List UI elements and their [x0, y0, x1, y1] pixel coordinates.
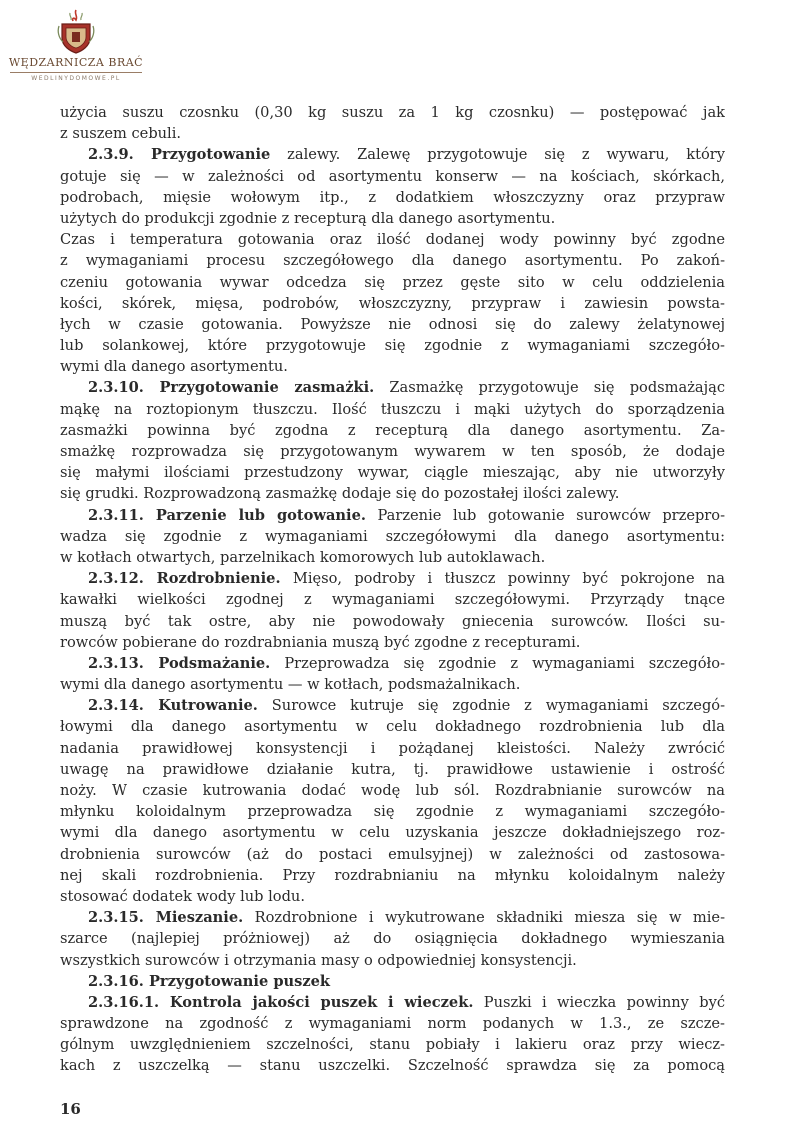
line-text: wymi dla danego asortymentu — w kotłach, podsmażalnikach.: [60, 676, 521, 694]
line-text: się grudki. Rozprowadzoną zasmażkę dodaje się do pozostałej ilości zalewy.: [60, 485, 620, 503]
text-line: [60, 589, 725, 610]
logo-brand-name: WĘDZARNICZA BRAĆ: [8, 56, 144, 69]
section-line: [60, 377, 725, 398]
text-line: [60, 759, 725, 780]
text-line: [60, 1055, 725, 1076]
line-text: zalewy. Zalewę przygotowuje się z wywaru, który: [270, 146, 725, 164]
section-line: [60, 971, 725, 992]
text-line: [60, 293, 725, 314]
document-page: [60, 102, 725, 1077]
section-line: [60, 992, 725, 1013]
text-line: [60, 314, 725, 335]
text-line: [60, 399, 725, 420]
section-heading: 2.3.14. Kutrowanie.: [88, 697, 258, 715]
line-text: w kotłach otwartych, parzelnikach komorowych lub autoklawach.: [60, 548, 546, 566]
line-text: Czas i temperatura gotowania oraz ilość dodanej wody powinny być zgodne: [60, 231, 725, 249]
section-heading: 2.3.12. Rozdrobnienie.: [88, 570, 281, 588]
section-heading: 2.3.13. Podsmażanie.: [88, 654, 271, 672]
text-line: [60, 611, 725, 632]
text-line: [60, 229, 725, 250]
text-line: [60, 547, 725, 568]
line-text: Przeprowadza się zgodnie z wymaganiami szczegóło-: [270, 654, 725, 672]
text-line: [60, 272, 725, 293]
line-text: się małymi ilościami przestudzony wywar, ciągle mieszając, aby nie utworzyły: [60, 464, 725, 482]
text-line: [60, 801, 725, 822]
line-text: wymi dla danego asortymentu.: [60, 358, 288, 376]
logo-divider: [10, 72, 142, 73]
line-text: stosować dodatek wody lub lodu.: [60, 887, 305, 905]
text-line: [60, 865, 725, 886]
text-line: [60, 335, 725, 356]
line-text: lub solankowej, które przygotowuje się zgodnie z wymaganiami szczegóło-: [60, 337, 725, 355]
line-text: kach z uszczelką — stanu uszczelki. Szczelność sprawdza się za pomocą: [60, 1057, 725, 1075]
section-line: [60, 695, 725, 716]
line-text: sprawdzone na zgodność z wymaganiami norm podanych w 1.3., ze szcze-: [60, 1015, 725, 1033]
line-text: zasmażki powinna być zgodna z recepturą dla danego asortymentu. Za-: [60, 421, 725, 439]
line-text: Parzenie lub gotowanie surowców przepro-: [365, 506, 725, 524]
text-line: [60, 441, 725, 462]
line-text: podrobach, mięsie wołowym itp., z dodatkiem włoszczyzny oraz przypraw: [60, 188, 725, 206]
line-text: gólnym uwzględnieniem szczelności, stanu pobiały i lakieru oraz przy wiecz-: [60, 1036, 725, 1054]
line-text: nadania prawidłowej konsystencji i pożądanej kleistości. Należy zwrócić: [60, 739, 725, 757]
section-heading: 2.3.15. Mieszanie.: [88, 909, 244, 927]
logo-url: WEDLINYDOMOWE.PL: [31, 75, 121, 82]
section-heading: 2.3.11. Parzenie lub gotowanie.: [88, 506, 366, 524]
line-text: użycia suszu czosnku (0,30 kg suszu za 1 kg czosnku) — postępować jak: [60, 104, 725, 121]
line-text: nej skali rozdrobnienia. Przy rozdrabnianiu na młynku koloidalnym należy: [60, 866, 725, 884]
line-text: rowców pobierane do rozdrabniania muszą być zgodne z recepturami.: [60, 633, 581, 651]
line-text: Mięso, podroby i tłuszcz powinny być pokrojone na: [280, 570, 725, 588]
text-line: [60, 822, 725, 843]
section-line: [60, 505, 725, 526]
page-number: 16: [60, 1100, 81, 1118]
line-text: kawałki wielkości zgodnej z wymaganiami szczegółowymi. Przyrządy tnące: [60, 591, 725, 609]
line-text: muszą być tak ostre, aby nie powodowały gniecenia surowców. Ilości su-: [60, 612, 725, 630]
text-line: [60, 356, 725, 377]
line-text: gotuje się — w zależności od asortymentu konserw — na kościach, skórkach,: [60, 167, 725, 185]
smokehouse-emblem-icon: [54, 8, 98, 54]
line-text: kości, skórek, mięsa, podrobów, włoszczyzny, przypraw i zawiesin powsta-: [60, 294, 725, 312]
section-heading: 2.3.10. Przygotowanie zasmażki.: [88, 379, 375, 397]
text-line: [60, 208, 725, 229]
line-text: czeniu gotowania wywar odcedza się przez gęste sito w celu oddzielenia: [60, 273, 725, 291]
line-text: z suszem cebuli.: [60, 125, 182, 143]
section-heading: 2.3.16. Przygotowanie puszek: [88, 972, 331, 990]
line-text: szarce (najlepiej próżniowej) aż do osiągnięcia dokładnego wymieszania: [60, 930, 725, 948]
line-text: młynku koloidalnym przeprowadza się zgodnie z wymaganiami szczegóło-: [60, 803, 725, 821]
text-line: [60, 886, 725, 907]
line-text: uwagę na prawidłowe działanie kutra, tj. prawidłowe ustawienie i ostrość: [60, 760, 725, 778]
text-line: [60, 123, 725, 144]
line-text: wadza się zgodnie z wymaganiami szczegółowymi dla danego asortymentu:: [60, 527, 725, 545]
text-line: [60, 187, 725, 208]
line-text: z wymaganiami procesu szczegółowego dla danego asortymentu. Po zakoń-: [60, 252, 725, 270]
text-line: [60, 780, 725, 801]
text-line: [60, 844, 725, 865]
section-line: [60, 568, 725, 589]
line-text: Zasmażkę przygotowuje się podsmażając: [374, 379, 725, 397]
text-line: [60, 716, 725, 737]
site-logo: [6, 8, 146, 100]
section-line: [60, 653, 725, 674]
section-line: [60, 144, 725, 165]
text-line: [60, 102, 725, 123]
section-heading: 2.3.9. Przygotowanie: [88, 146, 271, 164]
line-text: Surowce kutruje się zgodnie z wymaganiami szczegó-: [257, 697, 725, 715]
text-line: [60, 950, 725, 971]
line-text: użytych do produkcji zgodnie z recepturą dla danego asortymentu.: [60, 209, 556, 227]
line-text: łych w czasie gotowania. Powyższe nie odnosi się do zalewy żelatynowej: [60, 315, 725, 333]
line-text: wymi dla danego asortymentu w celu uzyskania jeszcze dokładniejszego roz-: [60, 824, 725, 842]
text-line: [60, 420, 725, 441]
line-text: Puszki i wieczka powinny być: [473, 993, 725, 1011]
text-line: [60, 483, 725, 504]
text-line: [60, 526, 725, 547]
text-line: [60, 462, 725, 483]
text-line: [60, 738, 725, 759]
text-line: [60, 166, 725, 187]
line-text: wszystkich surowców i otrzymania masy o odpowiedniej konsystencji.: [60, 951, 577, 969]
section-line: [60, 907, 725, 928]
text-line: [60, 1034, 725, 1055]
text-line: [60, 1013, 725, 1034]
line-text: mąkę na roztopionym tłuszczu. Ilość tłuszczu i mąki użytych do sporządzenia: [60, 400, 725, 418]
text-line: [60, 632, 725, 653]
text-line: [60, 674, 725, 695]
line-text: noży. W czasie kutrowania dodać wodę lub sól. Rozdrabnianie surowców na: [60, 782, 725, 799]
section-heading: 2.3.16.1. Kontrola jakości puszek i wieczek.: [88, 993, 474, 1011]
text-line: [60, 250, 725, 271]
line-text: łowymi dla danego asortymentu w celu dokładnego rozdrobnienia lub dla: [60, 718, 725, 736]
text-line: [60, 928, 725, 949]
line-text: smażkę rozprowadza się przygotowanym wywarem w ten sposób, że dodaje: [60, 443, 725, 460]
line-text: drobnienia surowców (aż do postaci emulsyjnej) w zależności od zastosowa-: [60, 845, 725, 863]
line-text: Rozdrobnione i wykutrowane składniki miesza się w mie-: [243, 909, 725, 927]
